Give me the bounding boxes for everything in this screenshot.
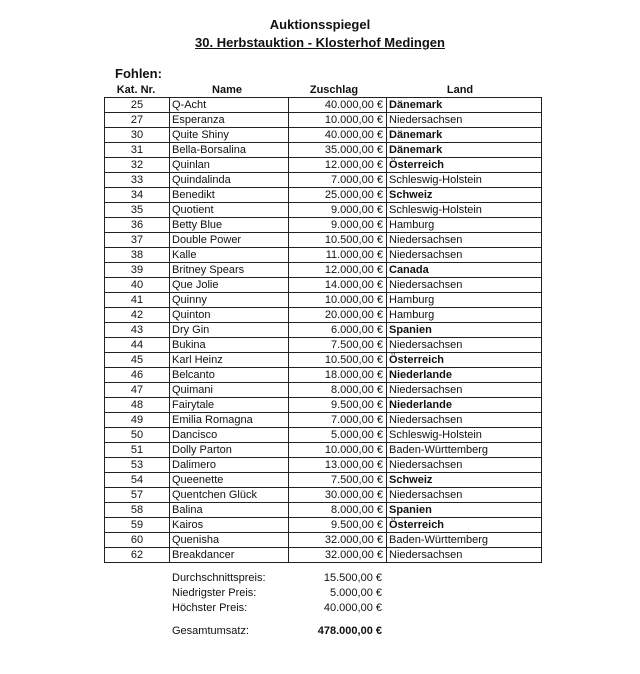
table-row: [105, 338, 542, 353]
land-cell: Schleswig-Holstein: [387, 203, 542, 218]
name-cell: Fairytale: [170, 398, 289, 413]
name-cell: Balina: [170, 503, 289, 518]
zuschlag-cell: 9.500,00 €: [289, 398, 387, 413]
land-cell: Baden-Württemberg: [387, 443, 542, 458]
kat-nr-cell: 53: [105, 458, 170, 473]
name-cell: Breakdancer: [170, 548, 289, 563]
table-row: [105, 98, 542, 113]
kat-nr-cell: 50: [105, 428, 170, 443]
zuschlag-cell: 7.500,00 €: [289, 338, 387, 353]
table-row: [105, 518, 542, 533]
table-row: [105, 218, 542, 233]
land-cell: Niederlande: [387, 398, 542, 413]
zuschlag-cell: 8.000,00 €: [289, 503, 387, 518]
zuschlag-cell: 40.000,00 €: [289, 128, 387, 143]
name-cell: Betty Blue: [170, 218, 289, 233]
kat-nr-cell: 51: [105, 443, 170, 458]
name-cell: Bukina: [170, 338, 289, 353]
zuschlag-cell: 14.000,00 €: [289, 278, 387, 293]
land-cell: Schleswig-Holstein: [387, 428, 542, 443]
kat-nr-cell: 47: [105, 383, 170, 398]
zuschlag-cell: 20.000,00 €: [289, 308, 387, 323]
kat-nr-cell: 62: [105, 548, 170, 563]
name-cell: Quentchen Glück: [170, 488, 289, 503]
kat-nr-cell: 58: [105, 503, 170, 518]
kat-nr-cell: 25: [105, 98, 170, 113]
land-cell: Niedersachsen: [387, 548, 542, 563]
kat-nr-cell: 41: [105, 293, 170, 308]
average-label: Durchschnittspreis:: [172, 572, 266, 584]
header-name: Name: [212, 84, 242, 96]
name-cell: Double Power: [170, 233, 289, 248]
land-cell: Schweiz: [387, 473, 542, 488]
kat-nr-cell: 27: [105, 113, 170, 128]
minimum-value: 5.000,00 €: [330, 587, 382, 599]
name-cell: Karl Heinz: [170, 353, 289, 368]
land-cell: Spanien: [387, 323, 542, 338]
table-row: [105, 503, 542, 518]
land-cell: Österreich: [387, 353, 542, 368]
table-row: [105, 368, 542, 383]
name-cell: Que Jolie: [170, 278, 289, 293]
name-cell: Quimani: [170, 383, 289, 398]
land-cell: Hamburg: [387, 293, 542, 308]
land-cell: Niedersachsen: [387, 383, 542, 398]
table-row: [105, 278, 542, 293]
zuschlag-cell: 6.000,00 €: [289, 323, 387, 338]
header-kat-nr: Kat. Nr.: [116, 84, 156, 96]
zuschlag-cell: 11.000,00 €: [289, 248, 387, 263]
zuschlag-cell: 8.000,00 €: [289, 383, 387, 398]
name-cell: Dry Gin: [170, 323, 289, 338]
total-label: Gesamtumsatz:: [172, 625, 250, 637]
kat-nr-cell: 57: [105, 488, 170, 503]
zuschlag-cell: 25.000,00 €: [289, 188, 387, 203]
land-cell: Niedersachsen: [387, 458, 542, 473]
zuschlag-cell: 10.000,00 €: [289, 113, 387, 128]
zuschlag-cell: 40.000,00 €: [289, 98, 387, 113]
table-row: [105, 353, 542, 368]
name-cell: Quinton: [170, 308, 289, 323]
table-row: [105, 203, 542, 218]
land-cell: Schweiz: [387, 188, 542, 203]
kat-nr-cell: 33: [105, 173, 170, 188]
kat-nr-cell: 31: [105, 143, 170, 158]
kat-nr-cell: 54: [105, 473, 170, 488]
kat-nr-cell: 48: [105, 398, 170, 413]
table-row: [105, 143, 542, 158]
land-cell: Niedersachsen: [387, 233, 542, 248]
table-row: [105, 413, 542, 428]
name-cell: Belcanto: [170, 368, 289, 383]
kat-nr-cell: 37: [105, 233, 170, 248]
table-row: [105, 113, 542, 128]
zuschlag-cell: 32.000,00 €: [289, 548, 387, 563]
table-row: [105, 323, 542, 338]
kat-nr-cell: 39: [105, 263, 170, 278]
zuschlag-cell: 30.000,00 €: [289, 488, 387, 503]
land-cell: Canada: [387, 263, 542, 278]
land-cell: Dänemark: [387, 98, 542, 113]
table-row: [105, 248, 542, 263]
table-row: [105, 233, 542, 248]
kat-nr-cell: 60: [105, 533, 170, 548]
table-row: [105, 308, 542, 323]
zuschlag-cell: 18.000,00 €: [289, 368, 387, 383]
zuschlag-cell: 12.000,00 €: [289, 158, 387, 173]
kat-nr-cell: 42: [105, 308, 170, 323]
kat-nr-cell: 43: [105, 323, 170, 338]
table-row: [105, 158, 542, 173]
table-row: [105, 473, 542, 488]
name-cell: Emilia Romagna: [170, 413, 289, 428]
zuschlag-cell: 9.000,00 €: [289, 218, 387, 233]
zuschlag-cell: 12.000,00 €: [289, 263, 387, 278]
kat-nr-cell: 46: [105, 368, 170, 383]
name-cell: Kairos: [170, 518, 289, 533]
name-cell: Dalimero: [170, 458, 289, 473]
name-cell: Quite Shiny: [170, 128, 289, 143]
land-cell: Niederlande: [387, 368, 542, 383]
name-cell: Bella-Borsalina: [170, 143, 289, 158]
land-cell: Niedersachsen: [387, 413, 542, 428]
table-row: [105, 458, 542, 473]
document-title: Auktionsspiegel: [269, 17, 371, 32]
name-cell: Q-Acht: [170, 98, 289, 113]
kat-nr-cell: 34: [105, 188, 170, 203]
zuschlag-cell: 7.000,00 €: [289, 173, 387, 188]
header-land: Land: [446, 84, 474, 96]
kat-nr-cell: 40: [105, 278, 170, 293]
table-row: [105, 128, 542, 143]
total-value: 478.000,00 €: [317, 625, 382, 637]
zuschlag-cell: 9.500,00 €: [289, 518, 387, 533]
average-value: 15.500,00 €: [323, 572, 382, 584]
name-cell: Dancisco: [170, 428, 289, 443]
zuschlag-cell: 7.500,00 €: [289, 473, 387, 488]
land-cell: Niedersachsen: [387, 248, 542, 263]
kat-nr-cell: 59: [105, 518, 170, 533]
land-cell: Baden-Württemberg: [387, 533, 542, 548]
table-row: [105, 443, 542, 458]
minimum-label: Niedrigster Preis:: [172, 587, 257, 599]
table-row: [105, 293, 542, 308]
name-cell: Quindalinda: [170, 173, 289, 188]
land-cell: Österreich: [387, 518, 542, 533]
land-cell: Österreich: [387, 158, 542, 173]
name-cell: Quenisha: [170, 533, 289, 548]
auction-table-body: [105, 98, 542, 563]
table-row: [105, 398, 542, 413]
zuschlag-cell: 35.000,00 €: [289, 143, 387, 158]
name-cell: Quotient: [170, 203, 289, 218]
section-label: Fohlen:: [115, 66, 162, 81]
zuschlag-cell: 5.000,00 €: [289, 428, 387, 443]
zuschlag-cell: 10.000,00 €: [289, 293, 387, 308]
zuschlag-cell: 13.000,00 €: [289, 458, 387, 473]
header-zuschlag: Zuschlag: [309, 84, 359, 96]
maximum-label: Höchster Preis:: [172, 602, 248, 614]
name-cell: Britney Spears: [170, 263, 289, 278]
table-row: [105, 173, 542, 188]
name-cell: Queenette: [170, 473, 289, 488]
kat-nr-cell: 49: [105, 413, 170, 428]
table-row: [105, 188, 542, 203]
kat-nr-cell: 30: [105, 128, 170, 143]
name-cell: Esperanza: [170, 113, 289, 128]
kat-nr-cell: 35: [105, 203, 170, 218]
document-subtitle: 30. Herbstauktion - Klosterhof Medingen: [195, 35, 445, 50]
zuschlag-cell: 10.500,00 €: [289, 353, 387, 368]
table-row: [105, 533, 542, 548]
zuschlag-cell: 9.000,00 €: [289, 203, 387, 218]
table-row: [105, 488, 542, 503]
land-cell: Spanien: [387, 503, 542, 518]
land-cell: Niedersachsen: [387, 278, 542, 293]
land-cell: Dänemark: [387, 128, 542, 143]
auction-table: [104, 97, 542, 563]
kat-nr-cell: 45: [105, 353, 170, 368]
name-cell: Quinny: [170, 293, 289, 308]
name-cell: Kalle: [170, 248, 289, 263]
table-row: [105, 548, 542, 563]
maximum-value: 40.000,00 €: [323, 602, 382, 614]
name-cell: Quinlan: [170, 158, 289, 173]
table-row: [105, 428, 542, 443]
zuschlag-cell: 7.000,00 €: [289, 413, 387, 428]
kat-nr-cell: 36: [105, 218, 170, 233]
zuschlag-cell: 32.000,00 €: [289, 533, 387, 548]
land-cell: Niedersachsen: [387, 113, 542, 128]
land-cell: Schleswig-Holstein: [387, 173, 542, 188]
kat-nr-cell: 38: [105, 248, 170, 263]
table-row: [105, 383, 542, 398]
table-row: [105, 263, 542, 278]
land-cell: Hamburg: [387, 308, 542, 323]
name-cell: Dolly Parton: [170, 443, 289, 458]
land-cell: Dänemark: [387, 143, 542, 158]
zuschlag-cell: 10.500,00 €: [289, 233, 387, 248]
land-cell: Niedersachsen: [387, 338, 542, 353]
zuschlag-cell: 10.000,00 €: [289, 443, 387, 458]
name-cell: Benedikt: [170, 188, 289, 203]
land-cell: Niedersachsen: [387, 488, 542, 503]
kat-nr-cell: 32: [105, 158, 170, 173]
land-cell: Hamburg: [387, 218, 542, 233]
kat-nr-cell: 44: [105, 338, 170, 353]
